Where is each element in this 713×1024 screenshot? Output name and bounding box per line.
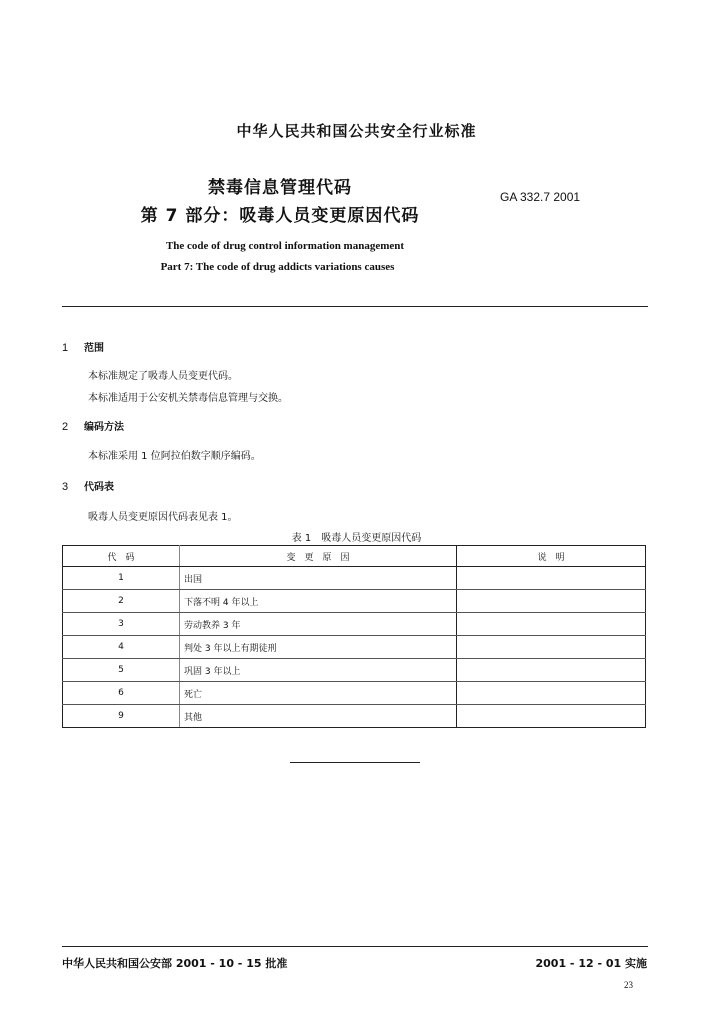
paragraph-scope-1: 本标准规定了吸毒人员变更代码。 <box>88 371 238 382</box>
table-row <box>63 659 646 682</box>
header-reason: 变 更 原 因 <box>180 546 457 567</box>
document-title-line2: 第 7 部分：吸毒人员变更原因代码 <box>140 206 420 226</box>
cell-reason: 巩固 3 年以上 <box>180 659 457 682</box>
page-number: 23 <box>624 980 633 990</box>
cell-note <box>457 682 646 705</box>
header-divider <box>62 306 648 307</box>
table-row <box>63 567 646 590</box>
effective-date: 2001 - 12 - 01 实施 <box>535 957 647 970</box>
standard-code: GA 332.7 2001 <box>500 190 581 204</box>
section-heading-scope <box>62 339 104 354</box>
cell-code: 1 <box>63 567 180 590</box>
variation-cause-code-table <box>62 545 646 728</box>
document-title-line1: 禁毒信息管理代码 <box>208 178 352 198</box>
section-heading-method <box>62 418 124 433</box>
cell-note <box>457 705 646 728</box>
table-row <box>63 636 646 659</box>
footer-divider <box>62 946 648 947</box>
paragraph-method: 本标准采用 1 位阿拉伯数字顺序编码。 <box>88 451 261 462</box>
cell-code: 6 <box>63 682 180 705</box>
cell-code: 9 <box>63 705 180 728</box>
header-note: 说 明 <box>457 546 646 567</box>
cell-note <box>457 613 646 636</box>
english-title-line1: The code of drug control information management <box>165 240 405 252</box>
cell-reason: 出国 <box>180 567 457 590</box>
table-caption: 表 1 吸毒人员变更原因代码 <box>291 533 422 544</box>
section-heading-code-table <box>62 478 114 493</box>
table-row <box>63 613 646 636</box>
end-of-standard-rule <box>290 762 420 763</box>
cell-note <box>457 590 646 613</box>
header-code: 代 码 <box>63 546 180 567</box>
table-header-row <box>63 546 646 567</box>
english-title-line2: Part 7: The code of drug addicts variations causes <box>160 261 395 273</box>
table-row <box>63 705 646 728</box>
table-row <box>63 682 646 705</box>
table-row <box>63 590 646 613</box>
section-number: 1 <box>62 342 69 354</box>
cell-reason: 其他 <box>180 705 457 728</box>
cell-code: 3 <box>63 613 180 636</box>
cell-note <box>457 636 646 659</box>
cell-note <box>457 659 646 682</box>
cell-note <box>457 567 646 590</box>
section-number: 2 <box>62 421 69 433</box>
paragraph-scope-2: 本标准适用于公安机关禁毒信息管理与交换。 <box>88 393 288 404</box>
cell-reason: 下落不明 4 年以上 <box>180 590 457 613</box>
cell-reason: 判处 3 年以上有期徒刑 <box>180 636 457 659</box>
cell-reason: 死亡 <box>180 682 457 705</box>
section-title: 编码方法 <box>84 422 124 433</box>
cell-code: 2 <box>63 590 180 613</box>
approval-statement: 中华人民共和国公安部 2001 - 10 - 15 批准 <box>62 957 288 970</box>
section-title: 代码表 <box>84 482 114 493</box>
issuing-organization: 中华人民共和国公共安全行业标准 <box>236 122 477 140</box>
section-number: 3 <box>62 481 69 493</box>
cell-code: 5 <box>63 659 180 682</box>
section-title: 范围 <box>84 343 104 354</box>
cell-reason: 劳动教养 3 年 <box>180 613 457 636</box>
cell-code: 4 <box>63 636 180 659</box>
paragraph-table-intro: 吸毒人员变更原因代码表见表 1。 <box>88 512 238 523</box>
